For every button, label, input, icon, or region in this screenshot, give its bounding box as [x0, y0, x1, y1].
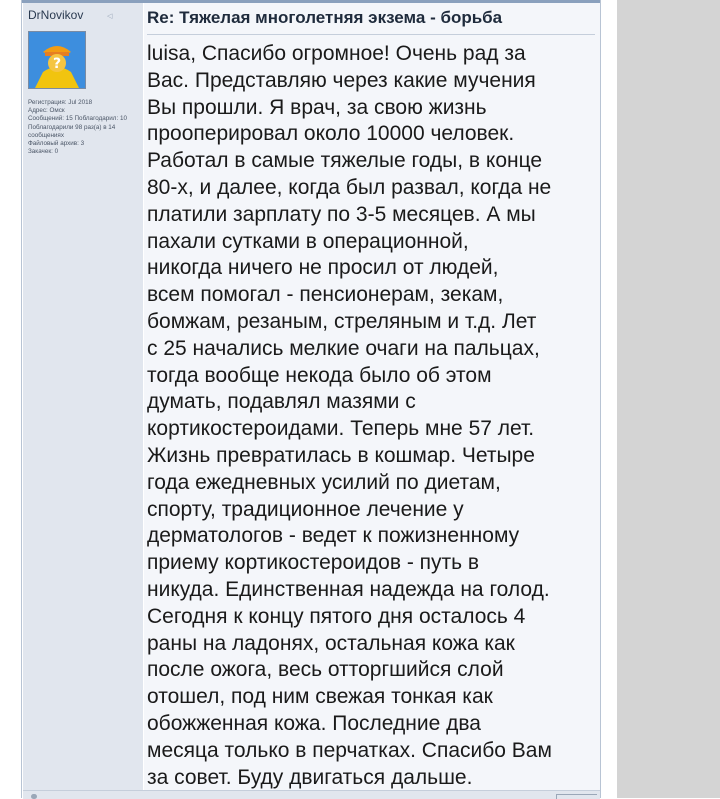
author-stats	[28, 99, 142, 156]
body-line: года ежедневных усилий по диетам,	[147, 470, 501, 494]
author-messages: Сообщений: 15 Поблагодарил: 10	[28, 115, 127, 123]
body-line: прооперировал около 10000 человек.	[147, 122, 515, 146]
body-line: месяца только в перчатках. Спасибо Вам	[147, 738, 552, 762]
author-downloads: Закачек: 0	[28, 148, 59, 156]
offline-status-icon: ◁	[107, 12, 113, 20]
body-line: приему кортикостероидов - путь в	[147, 551, 480, 575]
reply-button-icon[interactable]	[556, 794, 597, 799]
svg-text:?: ?	[52, 56, 62, 72]
author-files-archive: Файловый архив: 3	[28, 140, 85, 148]
body-line: Сегодня к концу пятого дня осталось 4	[147, 604, 526, 628]
body-line: Вас. Представляю через какие мучения	[147, 68, 536, 92]
body-line: думать, подавлял мазями с	[147, 390, 416, 414]
body-line: никуда. Единственная надежда на голод.	[147, 577, 550, 601]
body-line: дерматологов - ведет к пожизненному	[147, 524, 520, 548]
post-status-icon	[31, 794, 37, 799]
body-line: кортикостероидами. Теперь мне 57 лет.	[147, 417, 535, 441]
default-avatar-icon	[29, 32, 85, 88]
body-line: 80-х, и далее, когда был развал, когда не	[147, 175, 552, 199]
body-line: с 25 начались мелкие очаги на пальцах,	[147, 336, 540, 360]
author-thanked: Поблагодарили 98 раз(а) в 14 сообщениях	[28, 123, 116, 139]
post-author-panel	[23, 3, 143, 793]
author-registration: Регистрация: Jul 2018	[28, 99, 93, 106]
body-line: никогда ничего не просил от людей,	[147, 256, 499, 280]
author-address: Адрес: Омск	[28, 107, 65, 115]
body-line: обожженная кожа. Последние два	[147, 711, 481, 735]
body-line: отошел, под ним свежая тонкая как	[147, 685, 493, 709]
body-line: всем помогал - пенсионерам, зекам,	[147, 283, 504, 307]
body-line: бомжам, резаным, стреляным и т.д. Лет	[147, 309, 537, 333]
forum-post	[21, 0, 601, 798]
body-line: спорту, традиционное лечение у	[147, 497, 464, 521]
body-line: после ожога, весь отторгшийся слой	[147, 658, 504, 682]
body-line: платили зарплату по 3-5 месяцев. А мы	[147, 202, 536, 226]
body-line: раны на ладонях, остальная кожа как	[147, 631, 515, 655]
post-title: Re: Тяжелая многолетняя экзема - борьба	[147, 8, 595, 35]
body-line: Вы прошли. Я врач, за свою жизнь	[147, 95, 487, 119]
body-line: за совет. Буду двигаться дальше.	[147, 765, 473, 789]
body-line: luisa, Спасибо огромное! Очень рад за	[147, 42, 526, 65]
post-message-panel	[144, 3, 600, 793]
page-right-gutter	[617, 0, 720, 798]
body-line: Работал в самые тяжелые годы, в конце	[147, 149, 543, 173]
avatar[interactable]	[28, 31, 86, 89]
body-line: Жизнь превратилась в кошмар. Четыре	[147, 443, 535, 467]
post-body	[147, 41, 599, 791]
body-line: тогда вообще некода было об этом	[147, 363, 492, 387]
author-username[interactable]: DrNovikov	[28, 8, 84, 22]
body-line: пахали сутками в операционной,	[147, 229, 469, 253]
